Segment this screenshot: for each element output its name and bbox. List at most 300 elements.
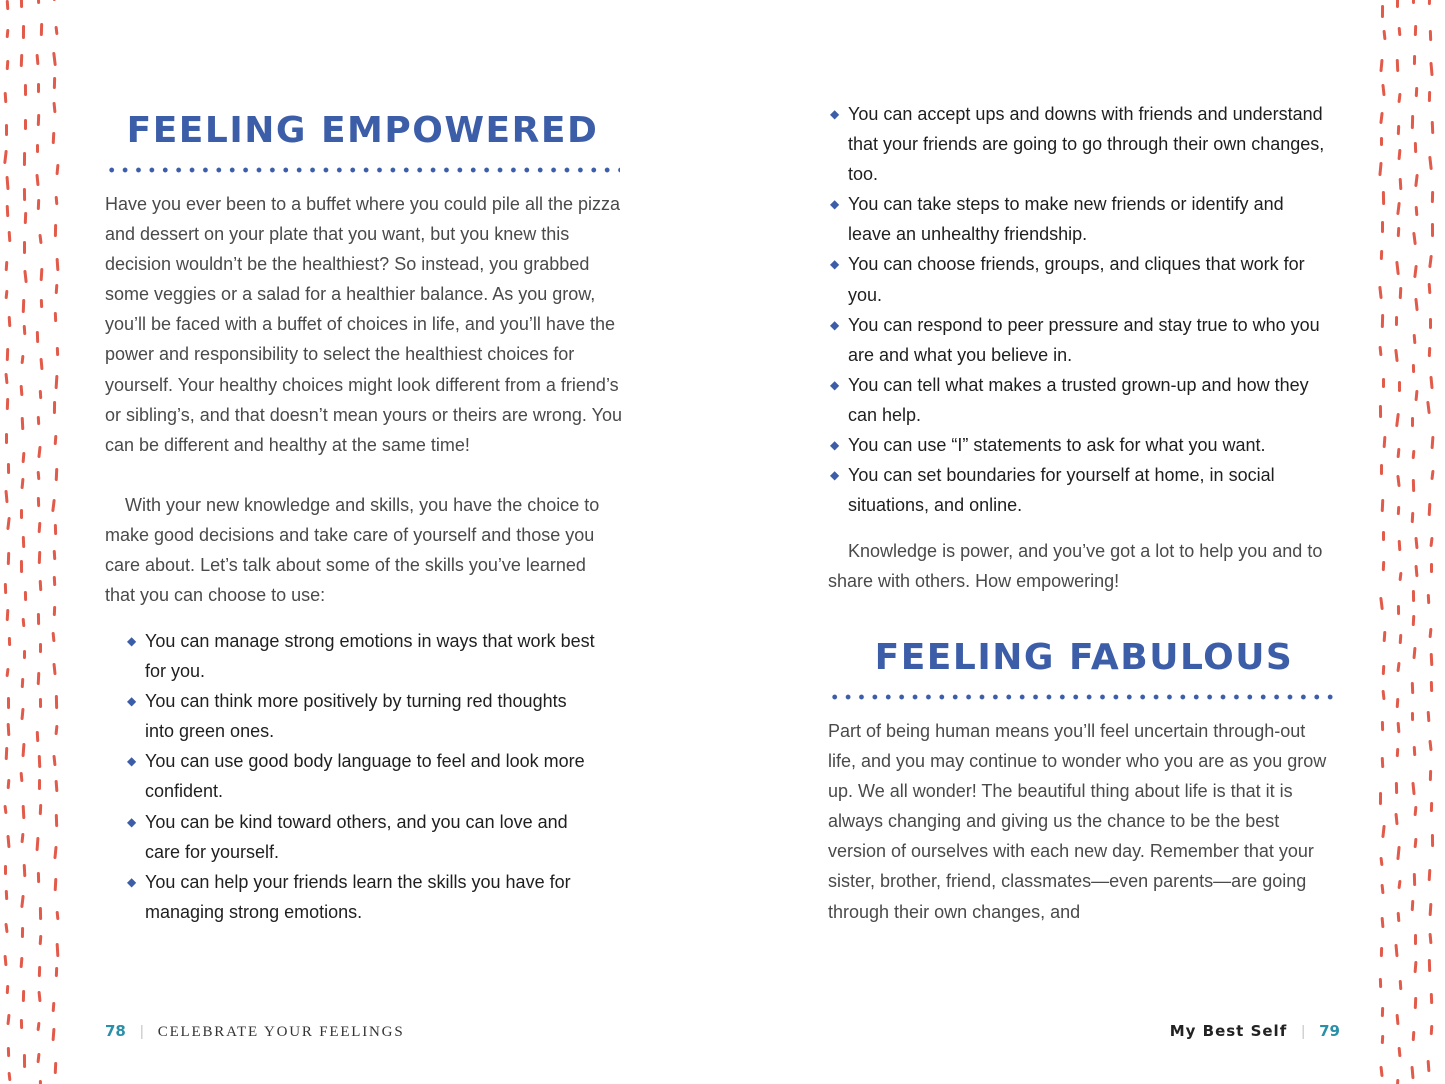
stripe-dash — [39, 1080, 42, 1084]
stripe-dash — [54, 524, 57, 535]
list-item: ◆ You can be kind toward others, and you can love and care for yourself. — [127, 811, 568, 862]
stripe-dash — [1397, 125, 1400, 135]
stripe-dash — [1414, 174, 1418, 187]
stripe-dash — [54, 196, 58, 205]
list-item: ◆ You can manage strong emotions in ways that work best for you. — [127, 631, 595, 682]
stripe-dash — [1412, 1031, 1416, 1041]
list-item: ◆ You can think more positively by turning red thoughts into green ones. — [127, 691, 567, 742]
stripe-dash — [5, 985, 9, 994]
stripe-dash — [36, 1021, 40, 1030]
stripe-dash — [1379, 405, 1382, 418]
list-item: ◆ You can respond to peer pressure and stay true to who you are and what you believe in. — [830, 314, 1320, 365]
stripe-dash — [1414, 206, 1418, 216]
stripe-dash — [7, 463, 10, 474]
stripe-dash — [24, 119, 27, 130]
stripe-dash — [1396, 59, 1400, 72]
stripe-dash — [1413, 961, 1417, 974]
stripe-dash — [1395, 1014, 1399, 1025]
stripe-dash — [54, 724, 58, 734]
stripe-dash — [1411, 1066, 1415, 1079]
stripe-dash — [1411, 512, 1415, 523]
stripe-dash — [1380, 314, 1383, 328]
stripe-dash — [1379, 857, 1383, 867]
stripe-dash — [23, 152, 26, 166]
page-number: 79 — [1319, 1022, 1340, 1040]
stripe-dash — [22, 188, 25, 201]
stripe-dash — [4, 805, 8, 815]
stripe-dash — [6, 205, 10, 217]
stripe-dash — [56, 347, 59, 356]
stripe-dash — [1428, 255, 1433, 269]
stripe-dash — [1398, 572, 1402, 581]
diamond-bullet-icon: ◆ — [830, 438, 840, 453]
dotted-divider — [105, 167, 620, 173]
dotted-divider — [828, 694, 1340, 700]
stripe-dash — [1381, 757, 1385, 768]
stripe-dash — [1380, 112, 1384, 124]
stripe-dash — [37, 199, 40, 210]
stripe-dash — [1427, 283, 1431, 294]
stripe-dash — [5, 398, 8, 410]
stripe-dash — [22, 299, 26, 313]
stripe-dash — [5, 667, 9, 677]
stripe-dash — [40, 268, 44, 281]
skills-intro-paragraph: With your new knowledge and skills, you have the choice to make good decisions and take care of yourself and those you care about. Let’s talk about some of the skills you’ve learned that you can choose to use: — [105, 495, 600, 606]
stripe-dash — [23, 864, 27, 877]
stripe-dash — [1413, 873, 1416, 887]
diamond-bullet-icon: ◆ — [830, 107, 840, 121]
stripe-dash — [54, 846, 58, 859]
fabulous-paragraph: Part of being human means you’ll feel uncertain through-out life, and you may continue to wonder who you are as you grow up. We all wonder! The beautiful thing about life is that it is always changing and giving us the chance to be the best version of ourselves with each new day. Remember that your sister, brother, friend, classmates—even parents—are going through their own changes, and — [828, 721, 1327, 922]
stripe-dash — [53, 663, 57, 675]
stripe-dash — [1397, 506, 1401, 515]
stripe-dash — [1413, 997, 1417, 1009]
stripe-dash — [1396, 475, 1400, 487]
stripe-dash — [53, 606, 56, 616]
stripe-dash — [1429, 537, 1433, 547]
stripe-dash — [7, 1071, 11, 1081]
stripe-dash — [1379, 978, 1382, 988]
diamond-bullet-icon: ◆ — [830, 468, 840, 483]
left-decorative-stripe — [0, 0, 70, 1084]
stripe-dash — [23, 241, 26, 254]
stripe-dash — [22, 25, 25, 39]
stripe-dash — [1380, 464, 1383, 475]
stripe-dash — [1414, 142, 1417, 153]
stripe-dash — [54, 224, 57, 237]
stripe-dash — [6, 29, 10, 39]
stripe-dash — [1381, 825, 1385, 838]
stripe-dash — [24, 84, 27, 96]
stripe-dash — [55, 911, 59, 920]
stripe-dash — [1413, 25, 1416, 37]
stripe-dash — [5, 433, 8, 444]
stripe-dash — [1428, 903, 1432, 916]
stripe-dash — [1381, 917, 1385, 928]
diamond-bullet-icon: ◆ — [830, 377, 840, 392]
stripe-dash — [54, 284, 58, 295]
diamond-bullet-icon: ◆ — [830, 317, 840, 332]
stripe-dash — [39, 299, 42, 308]
stripe-dash — [1397, 27, 1401, 36]
stripe-dash — [1379, 792, 1382, 805]
stripe-dash — [1395, 813, 1399, 825]
stripe-dash — [1430, 470, 1434, 480]
stripe-dash — [1382, 561, 1385, 571]
stripe-dash — [1411, 900, 1415, 912]
stripe-dash — [1429, 740, 1433, 751]
closing-paragraph: Knowledge is power, and you’ve got a lot to help you and to share with others. How empowering! — [828, 541, 1323, 592]
stripe-dash — [20, 385, 24, 396]
stripe-dash — [39, 935, 43, 945]
stripe-dash — [1430, 993, 1433, 1004]
stripe-dash — [55, 694, 58, 708]
stripe-dash — [1428, 770, 1431, 781]
stripe-dash — [23, 270, 27, 283]
heading-feeling-empowered: FEELING EMPOWERED — [126, 110, 599, 151]
stripe-dash — [4, 583, 7, 594]
stripe-dash — [1413, 838, 1417, 849]
stripe-dash — [37, 114, 40, 126]
list-item: ◆ You can choose friends, groups, and cliques that work for you. — [830, 254, 1305, 305]
stripe-dash — [1398, 540, 1402, 551]
stripe-dash — [51, 499, 56, 512]
stripe-dash — [1396, 0, 1399, 8]
stripe-dash — [1426, 401, 1431, 414]
stripe-dash — [36, 144, 39, 153]
stripe-dash — [1412, 615, 1416, 626]
stripe-dash — [20, 708, 24, 720]
stripe-dash — [1428, 0, 1431, 5]
stripe-dash — [5, 261, 9, 271]
stripe-dash — [1380, 721, 1383, 731]
stripe-dash — [39, 580, 43, 591]
stripe-dash — [4, 747, 8, 760]
stripe-dash — [1398, 149, 1402, 160]
stripe-dash — [1380, 137, 1383, 146]
stripe-dash — [1412, 479, 1415, 492]
stripe-dash — [53, 878, 57, 892]
stripe-dash — [1411, 782, 1415, 795]
stripe-dash — [54, 1061, 58, 1073]
stripe-dash — [21, 536, 24, 548]
page-number: 78 — [105, 1022, 126, 1040]
stripe-dash — [8, 231, 12, 242]
stripe-dash — [38, 779, 41, 790]
stripe-dash — [20, 772, 24, 782]
stripe-dash — [1382, 531, 1385, 541]
stripe-dash — [21, 743, 25, 757]
skills-list-right — [808, 99, 1328, 520]
stripe-dash — [1414, 537, 1418, 549]
stripe-dash — [1427, 594, 1431, 604]
stripe-dash — [3, 150, 8, 164]
stripe-dash — [1427, 711, 1431, 722]
stripe-dash — [1398, 634, 1402, 644]
stripe-dash — [37, 0, 40, 4]
stripe-dash — [5, 289, 9, 299]
stripe-dash — [1415, 87, 1419, 97]
stripe-dash — [1382, 689, 1386, 699]
intro-paragraph: Have you ever been to a buffet where you could pile all the pizza and dessert on your plate that you want, but you knew this decision wouldn’t be the healthiest? So instead, you grabbed some veggies or a salad for a healthier balance. As you grow, you’ll be faced with a buffet of choices in life, and you’ll have the power and responsibility to select the healthiest choices for yourself. Your healthy choices might look different from a friend’s or sibling’s, and that doesn’t mean yours or theirs are wrong. You can be different and healthy at the same time! — [105, 194, 622, 455]
heading-feeling-fabulous: FEELING FABULOUS — [874, 637, 1294, 678]
stripe-dash — [39, 390, 43, 399]
stripe-dash — [1398, 980, 1402, 990]
stripe-dash — [1382, 30, 1386, 41]
left-page — [105, 0, 620, 1084]
stripe-dash — [1396, 202, 1401, 215]
stripe-dash — [1427, 1060, 1431, 1072]
stripe-dash — [6, 1047, 9, 1057]
stripe-dash — [1378, 286, 1382, 300]
stripe-dash — [37, 991, 41, 1002]
stripe-dash — [5, 348, 8, 361]
stripe-dash — [5, 609, 9, 622]
stripe-dash — [7, 779, 11, 789]
list-item: ◆ You can use “I” statements to ask for what you want. — [830, 435, 1266, 456]
list-item: ◆ You can help your friends learn the skills you have for managing strong emotions. — [127, 871, 571, 922]
stripe-dash — [1411, 682, 1414, 694]
stripe-dash — [1399, 287, 1403, 300]
stripe-dash — [52, 632, 56, 642]
stripe-dash — [4, 923, 8, 933]
stripe-dash — [1411, 417, 1414, 427]
stripe-dash — [1380, 250, 1383, 260]
stripe-dash — [1429, 318, 1432, 329]
diamond-bullet-icon: ◆ — [127, 694, 137, 709]
stripe-dash — [37, 497, 40, 507]
stripe-dash — [1397, 880, 1401, 889]
stripe-dash — [1428, 933, 1432, 944]
stripe-dash — [1413, 806, 1417, 816]
stripe-dash — [52, 1002, 56, 1012]
stripe-dash — [52, 102, 56, 114]
stripe-dash — [1381, 883, 1385, 893]
stripe-dash — [1395, 261, 1399, 275]
stripe-dash — [7, 723, 11, 737]
list-item: ◆ You can take steps to make new friends or identify and leave an unhealthy friendship. — [830, 194, 1284, 245]
stripe-dash — [1428, 91, 1431, 102]
stripe-dash — [5, 890, 9, 900]
stripe-dash — [1428, 959, 1431, 972]
left-footer — [105, 1022, 404, 1041]
stripe-dash — [1412, 647, 1416, 659]
stripe-dash — [37, 416, 41, 425]
footer-separator: | — [1301, 1023, 1306, 1040]
diamond-bullet-icon: ◆ — [127, 874, 137, 889]
stripe-dash — [1430, 563, 1433, 573]
stripe-dash — [1397, 1047, 1401, 1057]
stripe-dash — [1430, 436, 1434, 449]
right-footer — [1170, 1022, 1340, 1040]
stripe-dash — [53, 77, 56, 89]
stripe-dash — [1398, 178, 1402, 190]
stripe-dash — [21, 417, 25, 430]
stripe-dash — [23, 1054, 26, 1068]
stripe-dash — [1411, 115, 1414, 129]
stripe-dash — [1394, 348, 1398, 362]
diamond-bullet-icon: ◆ — [830, 257, 840, 272]
stripe-dash — [1411, 450, 1415, 460]
stripe-dash — [1412, 590, 1415, 602]
stripe-dash — [1429, 627, 1433, 637]
stripe-dash — [1395, 413, 1400, 427]
stripe-dash — [1395, 782, 1398, 794]
stripe-dash — [36, 330, 39, 342]
stripe-dash — [1430, 121, 1434, 134]
stripe-dash — [36, 837, 40, 851]
stripe-dash — [1396, 748, 1400, 757]
stripe-dash — [52, 576, 56, 586]
stripe-dash — [6, 517, 10, 531]
stripe-dash — [20, 895, 24, 908]
stripe-dash — [39, 698, 42, 708]
stripe-dash — [54, 26, 58, 35]
stripe-dash — [1414, 565, 1418, 578]
stripe-dash — [39, 234, 43, 244]
stripe-dash — [1430, 62, 1434, 76]
stripe-dash — [55, 468, 59, 481]
stripe-dash — [20, 560, 23, 573]
stripe-dash — [6, 1014, 10, 1025]
stripe-dash — [4, 92, 8, 104]
list-item: ◆ You can tell what makes a trusted grown-up and how they can help. — [830, 374, 1309, 425]
stripe-dash — [20, 0, 23, 8]
stripe-dash — [1395, 316, 1398, 326]
stripe-dash — [1380, 59, 1384, 72]
stripe-dash — [7, 316, 11, 328]
stripe-dash — [1398, 92, 1402, 102]
list-item: ◆ You can set boundaries for yourself at home, in social situations, and online. — [830, 465, 1275, 516]
stripe-dash — [1428, 156, 1433, 170]
stripe-dash — [1414, 390, 1418, 401]
stripe-dash — [1381, 221, 1384, 233]
stripe-dash — [24, 212, 27, 224]
stripe-dash — [1428, 347, 1431, 357]
stripe-dash — [1412, 364, 1415, 373]
stripe-dash — [52, 0, 56, 1]
stripe-dash — [1397, 605, 1400, 615]
stripe-dash — [1379, 596, 1383, 609]
stripe-dash — [52, 755, 56, 767]
stripe-dash — [53, 550, 57, 560]
stripe-dash — [1382, 436, 1386, 449]
stripe-dash — [36, 1053, 40, 1063]
stripe-dash — [39, 358, 43, 370]
stripe-dash — [1396, 1079, 1400, 1084]
stripe-dash — [1430, 653, 1434, 666]
stripe-dash — [36, 731, 40, 742]
diamond-bullet-icon: ◆ — [127, 634, 137, 648]
stripe-dash — [4, 490, 8, 503]
stripe-dash — [55, 375, 59, 389]
stripe-dash — [1379, 162, 1383, 176]
stripe-dash — [40, 23, 43, 36]
stripe-dash — [7, 835, 11, 848]
stripe-dash — [8, 637, 11, 646]
stripe-dash — [22, 452, 26, 463]
stripe-dash — [1395, 698, 1399, 708]
stripe-dash — [1381, 499, 1385, 512]
stripe-dash — [37, 613, 40, 625]
stripe-dash — [1379, 1066, 1383, 1077]
stripe-dash — [4, 955, 8, 966]
stripe-dash — [1381, 665, 1385, 676]
stripe-dash — [55, 814, 58, 827]
stripe-dash — [56, 942, 60, 956]
book-title: My Best Self — [1169, 1022, 1288, 1040]
stripe-dash — [1430, 681, 1433, 692]
stripe-dash — [22, 805, 26, 819]
stripe-dash — [1430, 1025, 1434, 1036]
stripe-dash — [5, 60, 9, 71]
stripe-dash — [1379, 345, 1383, 355]
right-page — [828, 0, 1340, 1084]
stripe-dash — [35, 174, 39, 186]
list-item: ◆ You can use good body language to feel and look more confident. — [127, 751, 585, 802]
stripe-dash — [38, 966, 41, 977]
stripe-dash — [1381, 84, 1385, 97]
stripe-dash — [6, 0, 10, 9]
stripe-dash — [22, 990, 25, 1002]
stripe-dash — [37, 872, 40, 883]
stripe-dash — [52, 52, 57, 66]
stripe-dash — [37, 471, 41, 481]
stripe-dash — [1382, 378, 1385, 388]
stripe-dash — [1431, 191, 1434, 203]
stripe-dash — [1431, 834, 1434, 847]
stripe-dash — [22, 325, 26, 335]
stripe-dash — [1397, 662, 1401, 673]
stripe-dash — [7, 697, 10, 709]
stripe-dash — [1395, 944, 1399, 957]
stripe-dash — [55, 258, 59, 272]
stripe-dash — [1396, 846, 1400, 860]
stripe-dash — [1414, 934, 1417, 945]
stripe-dash — [21, 678, 25, 688]
stripe-dash — [1412, 0, 1415, 4]
stripe-dash — [53, 401, 56, 414]
stripe-dash — [54, 780, 58, 792]
list-item: ◆ You can accept ups and downs with friends and understand that your friends are going to go through their own changes, too. — [830, 104, 1325, 185]
stripe-dash — [39, 907, 42, 920]
stripe-dash — [39, 642, 42, 652]
stripe-dash — [37, 522, 41, 533]
stripe-dash — [38, 755, 42, 768]
stripe-dash — [1396, 912, 1400, 923]
stripe-dash — [20, 957, 24, 968]
stripe-dash — [1411, 712, 1414, 721]
stripe-dash — [1398, 381, 1401, 392]
stripe-dash — [21, 618, 25, 627]
stripe-dash — [5, 176, 9, 190]
stripe-dash — [1412, 334, 1416, 344]
stripe-dash — [39, 804, 43, 815]
stripe-dash — [55, 967, 58, 978]
stripe-dash — [1380, 947, 1383, 957]
stripe-dash — [1397, 227, 1401, 237]
section-title: CELEBRATE YOUR FEELINGS — [157, 1024, 405, 1040]
right-decorative-stripe — [1373, 0, 1445, 1084]
stripe-dash — [1430, 802, 1433, 813]
stripe-dash — [21, 927, 24, 938]
stripe-dash — [36, 53, 40, 65]
stripe-dash — [1381, 1034, 1385, 1044]
stripe-dash — [1413, 232, 1418, 245]
stripe-dash — [5, 124, 8, 136]
skills-list-left — [105, 626, 595, 927]
diamond-bullet-icon: ◆ — [127, 814, 137, 829]
